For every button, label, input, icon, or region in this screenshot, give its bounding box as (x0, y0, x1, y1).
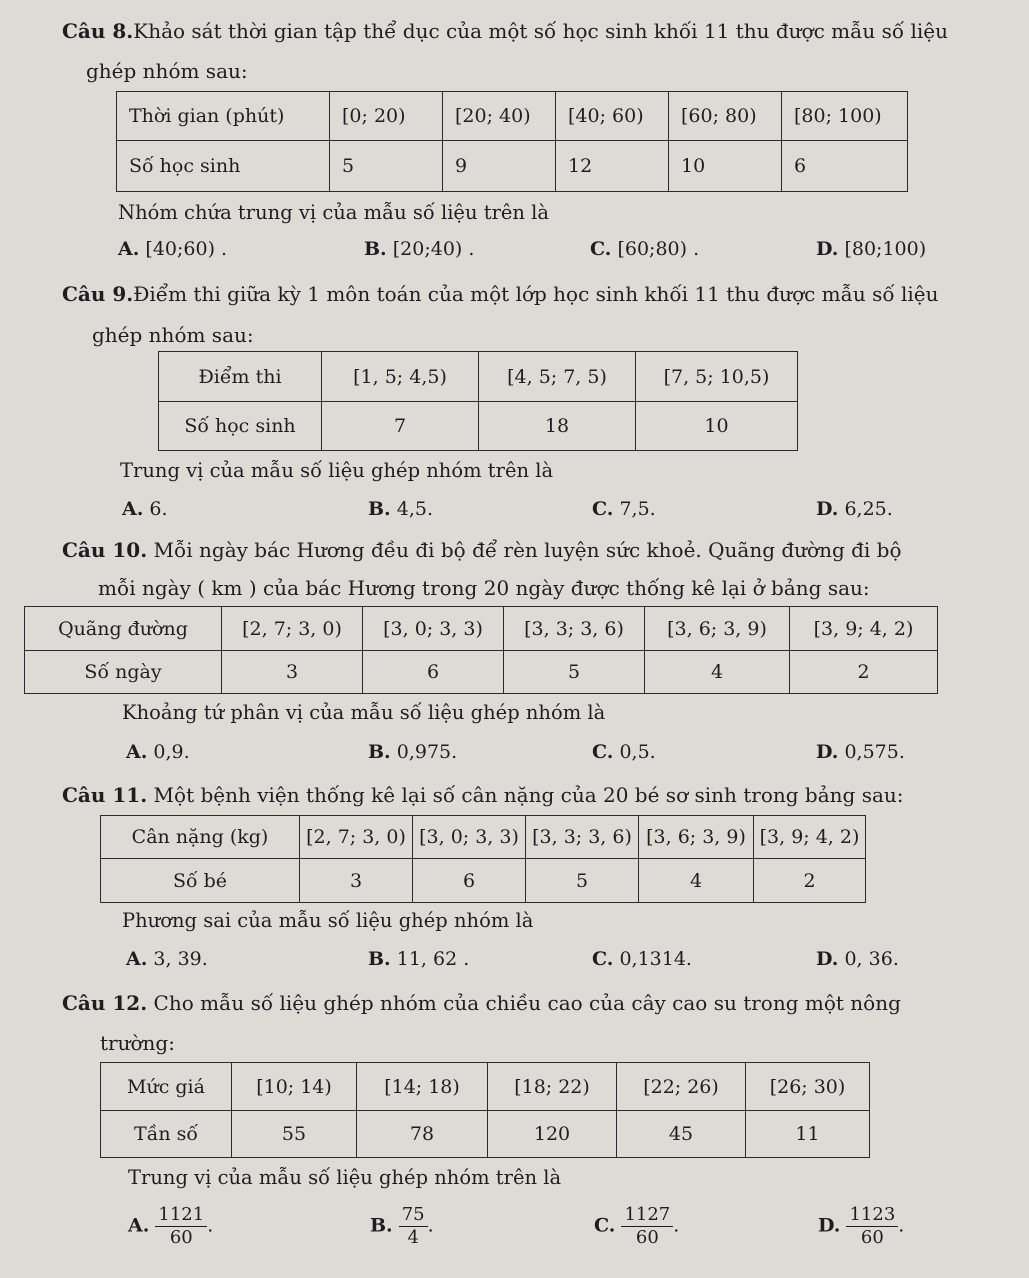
q12-table-cell: 78 (357, 1111, 488, 1158)
option-text: 0,975. (396, 741, 458, 763)
q10-option-b (368, 741, 457, 763)
q8-text-1: Khảo sát thời gian tập thể dục của một số học sinh khối 11 thu được mẫu số liệu (133, 19, 948, 43)
option-text: 3, 39. (153, 948, 208, 970)
q11-table-cell: [3, 6; 3, 9) (639, 816, 754, 859)
q10-table-cell: [3, 9; 4, 2) (790, 607, 938, 651)
option-text: 0,9. (153, 741, 190, 763)
q10-table-cell: [3, 6; 3, 9) (645, 607, 790, 651)
q10-table-cell: 6 (363, 651, 504, 694)
option-text: 6,25. (844, 498, 893, 520)
q12-table-cell: 120 (488, 1111, 617, 1158)
q12-option-b (370, 1204, 434, 1249)
q8-table (116, 91, 908, 192)
q10-header-cell: Số ngày (25, 651, 222, 694)
option-letter: D. (816, 741, 839, 763)
option-text: [80;100) (844, 238, 927, 260)
q12-table-cell: [18; 22) (488, 1063, 617, 1111)
q8-label: Câu 8. (62, 19, 134, 43)
q11-header-cell: Số bé (101, 859, 300, 903)
fraction-denominator: 4 (407, 1227, 419, 1248)
q8-question: Nhóm chứa trung vị của mẫu số liệu trên là (118, 201, 550, 224)
option-text: 7,5. (619, 498, 656, 520)
q10-table-cell: 4 (645, 651, 790, 694)
q9-table-cell: 10 (636, 402, 798, 451)
q10-table-cell: [3, 3; 3, 6) (504, 607, 645, 651)
option-tail: . (673, 1214, 680, 1237)
option-tail: . (427, 1214, 434, 1237)
q8-header-cell: Thời gian (phút) (117, 92, 330, 141)
fraction-denominator: 60 (635, 1227, 659, 1248)
option-tail: . (898, 1214, 905, 1237)
q12-table-cell: 55 (232, 1111, 357, 1158)
q11-question: Phương sai của mẫu số liệu ghép nhóm là (122, 909, 534, 932)
q8-table-cell: [40; 60) (556, 92, 669, 141)
fraction-numerator: 1121 (155, 1204, 207, 1227)
q10-stem-line1 (62, 537, 902, 563)
q9-table-cell: [7, 5; 10,5) (636, 352, 798, 402)
q9-option-c (592, 498, 656, 520)
q10-table-cell: 5 (504, 651, 645, 694)
q8-option-a (118, 238, 227, 260)
q8-text-2: ghép nhóm sau: (86, 59, 248, 83)
option-letter: B. (364, 238, 387, 260)
q12-option-a (128, 1204, 213, 1249)
q11-option-c (592, 948, 692, 970)
option-letter: B. (370, 1214, 393, 1237)
fraction (846, 1204, 898, 1249)
q10-question: Khoảng tứ phân vị của mẫu số liệu ghép nhóm là (122, 701, 606, 724)
q10-option-a (126, 741, 190, 763)
q11-label: Câu 11. (62, 783, 148, 807)
option-letter: C. (590, 238, 612, 260)
fraction (155, 1204, 207, 1249)
option-text: 0,1314. (619, 948, 692, 970)
q8-table-cell: 10 (669, 141, 782, 192)
q11-stem-line1 (62, 782, 904, 808)
q12-table-cell: [22; 26) (617, 1063, 746, 1111)
option-text: 11, 62 . (396, 948, 470, 970)
q11-table-cell: 3 (300, 859, 413, 903)
q10-table-cell: 2 (790, 651, 938, 694)
q10-text-2: mỗi ngày ( km ) của bác Hương trong 20 ngày được thống kê lại ở bảng sau: (98, 576, 870, 600)
fraction-denominator: 60 (860, 1227, 884, 1248)
q8-option-b (364, 238, 474, 260)
q9-table-cell: [4, 5; 7, 5) (479, 352, 636, 402)
q12-text-1: Cho mẫu số liệu ghép nhóm của chiều cao của cây cao su trong một nông (153, 991, 901, 1015)
option-text: 0,575. (844, 741, 905, 763)
q12-question: Trung vị của mẫu số liệu ghép nhóm trên là (128, 1166, 562, 1189)
option-tail: . (207, 1214, 214, 1237)
q8-table-cell: [80; 100) (782, 92, 908, 141)
q10-header-cell: Quãng đường (25, 607, 222, 651)
q12-text-2: trường: (100, 1031, 175, 1055)
q12-table-cell: 11 (746, 1111, 870, 1158)
q12-table-cell: [26; 30) (746, 1063, 870, 1111)
q11-table-cell: 5 (526, 859, 639, 903)
q8-option-d (816, 238, 926, 260)
q11-header-cell: Cân nặng (kg) (101, 816, 300, 859)
q10-table-cell: 3 (222, 651, 363, 694)
option-letter: D. (818, 1214, 841, 1237)
q11-table-cell: [3, 0; 3, 3) (413, 816, 526, 859)
option-letter: A. (118, 238, 140, 260)
option-text: [20;40) . (392, 238, 475, 260)
q11-table-cell: 4 (639, 859, 754, 903)
q12-option-d (818, 1204, 904, 1249)
option-letter: D. (816, 498, 839, 520)
q11-table-cell: [3, 9; 4, 2) (754, 816, 866, 859)
q8-table-cell: 5 (330, 141, 443, 192)
option-letter: A. (126, 948, 148, 970)
q9-table-cell: 18 (479, 402, 636, 451)
q9-table (158, 351, 798, 451)
option-letter: C. (592, 741, 614, 763)
option-text: [40;60) . (145, 238, 228, 260)
q9-header-cell: Điểm thi (159, 352, 322, 402)
fraction-numerator: 1127 (621, 1204, 673, 1227)
q11-table-cell: 2 (754, 859, 866, 903)
q10-option-c (592, 741, 656, 763)
q8-table-cell: 12 (556, 141, 669, 192)
q12-label: Câu 12. (62, 991, 148, 1015)
q11-table (100, 815, 866, 903)
q11-table-cell: [2, 7; 3, 0) (300, 816, 413, 859)
q12-option-c (594, 1204, 679, 1249)
q12-stem-line1 (62, 990, 901, 1016)
q9-option-a (122, 498, 168, 520)
q9-stem-line1 (62, 281, 939, 307)
fraction-numerator: 1123 (846, 1204, 898, 1227)
option-letter: C. (592, 948, 614, 970)
q11-option-a (126, 948, 208, 970)
q9-option-d (816, 498, 893, 520)
fraction-denominator: 60 (169, 1227, 193, 1248)
q11-option-d (816, 948, 899, 970)
q10-table-cell: [2, 7; 3, 0) (222, 607, 363, 651)
option-letter: A. (128, 1214, 150, 1237)
option-letter: A. (122, 498, 144, 520)
option-letter: D. (816, 238, 839, 260)
fraction-numerator: 75 (399, 1204, 428, 1227)
q9-text-2: ghép nhóm sau: (92, 323, 254, 347)
option-text: 6. (149, 498, 168, 520)
option-letter: D. (816, 948, 839, 970)
q8-table-cell: 6 (782, 141, 908, 192)
q11-table-cell: 6 (413, 859, 526, 903)
q9-header-cell: Số học sinh (159, 402, 322, 451)
option-letter: B. (368, 948, 391, 970)
q8-stem-line1 (62, 18, 948, 44)
q9-table-cell: 7 (322, 402, 479, 451)
q8-table-cell: 9 (443, 141, 556, 192)
q9-table-cell: [1, 5; 4,5) (322, 352, 479, 402)
fraction (621, 1204, 673, 1249)
option-text: 4,5. (396, 498, 433, 520)
option-letter: C. (592, 498, 614, 520)
q8-option-c (590, 238, 699, 260)
q12-table-cell: [10; 14) (232, 1063, 357, 1111)
q10-option-d (816, 741, 905, 763)
q11-text-1: Một bệnh viện thống kê lại số cân nặng của 20 bé sơ sinh trong bảng sau: (153, 783, 904, 807)
q10-text-1: Mỗi ngày bác Hương đều đi bộ để rèn luyện sức khoẻ. Quãng đường đi bộ (153, 538, 902, 562)
q8-table-cell: [60; 80) (669, 92, 782, 141)
q10-table-cell: [3, 0; 3, 3) (363, 607, 504, 651)
q9-option-b (368, 498, 433, 520)
option-text: [60;80) . (617, 238, 700, 260)
option-letter: A. (126, 741, 148, 763)
q8-table-cell: [20; 40) (443, 92, 556, 141)
q12-table-cell: [14; 18) (357, 1063, 488, 1111)
q9-question: Trung vị của mẫu số liệu ghép nhóm trên là (120, 459, 554, 482)
fraction (399, 1204, 428, 1249)
option-text: 0,5. (619, 741, 656, 763)
q8-header-cell: Số học sinh (117, 141, 330, 192)
q12-header-cell: Mức giá (101, 1063, 232, 1111)
q9-text-1: Điểm thi giữa kỳ 1 môn toán của một lớp học sinh khối 11 thu được mẫu số liệu (133, 282, 939, 306)
q10-table (24, 606, 938, 694)
option-letter: B. (368, 498, 391, 520)
q12-table (100, 1062, 870, 1158)
option-letter: C. (594, 1214, 616, 1237)
option-text: 0, 36. (844, 948, 899, 970)
q10-label: Câu 10. (62, 538, 148, 562)
q12-header-cell: Tần số (101, 1111, 232, 1158)
q8-table-cell: [0; 20) (330, 92, 443, 141)
q11-table-cell: [3, 3; 3, 6) (526, 816, 639, 859)
q11-option-b (368, 948, 469, 970)
q12-table-cell: 45 (617, 1111, 746, 1158)
option-letter: B. (368, 741, 391, 763)
q9-label: Câu 9. (62, 282, 134, 306)
